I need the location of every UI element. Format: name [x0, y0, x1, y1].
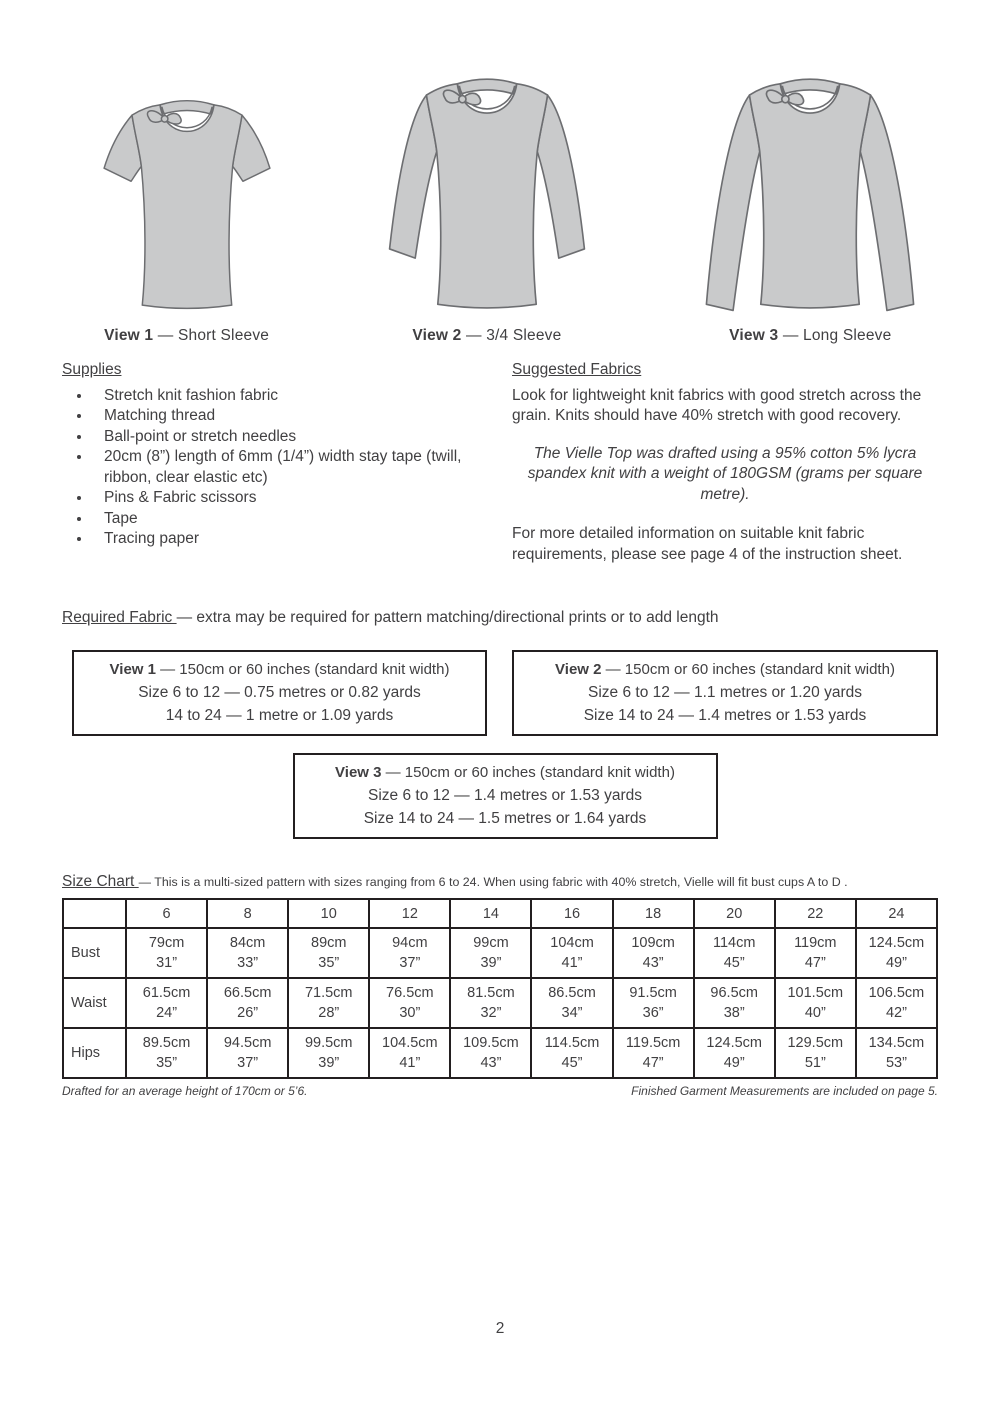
measurement-cell: 66.5cm 26”	[207, 978, 288, 1028]
fabric-box-line: Size 14 to 24 — 1.5 metres or 1.64 yards	[363, 810, 647, 828]
size-chart-table	[62, 898, 938, 1079]
supply-item: • Tape	[92, 509, 490, 530]
finished-measurements-footnote: Finished Garment Measurements are included on page 5.	[631, 1084, 938, 1099]
measurement-cell: 99.5cm 39”	[288, 1028, 369, 1078]
measurement-cell: 119cm 47”	[775, 928, 856, 978]
measurement-cell: 61.5cm 24”	[126, 978, 207, 1028]
measurement-cell: 94cm 37”	[369, 928, 450, 978]
size-column-header: 24	[856, 899, 937, 928]
measurement-cell: 109cm 43”	[613, 928, 694, 978]
fabric-box-line: 14 to 24 — 1 metre or 1.09 yards	[165, 707, 394, 725]
size-column-header: 22	[775, 899, 856, 928]
fabric-box-title: View 2 — 150cm or 60 inches (standard knit width)	[555, 661, 895, 679]
measurement-row	[63, 1028, 937, 1078]
supply-item: • Tracing paper	[92, 529, 490, 550]
more-info-paragraph: For more detailed information on suitable knit fabric requirements, please see page 4 of the instruction sheet.	[512, 525, 903, 563]
three-quarter-sleeve-shirt-illustration	[367, 52, 607, 317]
measurement-cell: 106.5cm 42”	[856, 978, 937, 1028]
size-column-header: 18	[613, 899, 694, 928]
corner-cell	[63, 899, 126, 928]
measurement-label: Bust	[63, 928, 126, 978]
required-fabric-heading: Required Fabric — extra may be required for pattern matching/directional prints or to add length	[62, 609, 719, 627]
measurement-cell: 91.5cm 36”	[613, 978, 694, 1028]
measurement-cell: 94.5cm 37”	[207, 1028, 288, 1078]
measurement-cell: 99cm 39”	[450, 928, 531, 978]
supplies-heading: Supplies	[62, 360, 122, 378]
long-sleeve-shirt-illustration	[690, 52, 930, 317]
fabric-box-view-2	[512, 650, 938, 736]
supply-item: • Stretch knit fashion fabric	[92, 386, 490, 407]
fabric-box-line: Size 14 to 24 — 1.4 metres or 1.53 yards	[583, 707, 867, 725]
short-sleeve-shirt-illustration	[78, 76, 296, 316]
fabric-boxes-row-2	[0, 753, 1000, 839]
measurement-cell: 96.5cm 38”	[694, 978, 775, 1028]
supplies-list	[76, 386, 490, 550]
view-1-caption: View 1 — Short Sleeve	[104, 326, 270, 344]
measurement-cell: 79cm 31”	[126, 928, 207, 978]
size-column-header: 8	[207, 899, 288, 928]
measurement-cell: 89.5cm 35”	[126, 1028, 207, 1078]
suggested-fabrics-section	[512, 361, 938, 566]
measurement-cell: 71.5cm 28”	[288, 978, 369, 1028]
size-column-header: 14	[450, 899, 531, 928]
measurement-cell: 84cm 33”	[207, 928, 288, 978]
size-chart-heading: Size Chart — This is a multi-sized pattern with sizes ranging from 6 to 24. When using fabric with 40% stretch, Vielle will fit bust cups A to D .	[62, 873, 848, 891]
view-1-figure	[48, 76, 325, 344]
size-chart-footnotes	[0, 1084, 1000, 1098]
fabric-box-line: Size 6 to 12 — 0.75 metres or 0.82 yards	[138, 684, 421, 702]
supply-item: • Matching thread	[92, 406, 490, 427]
size-header-row	[63, 899, 937, 928]
measurement-row	[63, 928, 937, 978]
fabric-box-title: View 3 — 150cm or 60 inches (standard knit width)	[335, 764, 675, 782]
measurement-label: Waist	[63, 978, 126, 1028]
size-column-header: 12	[369, 899, 450, 928]
measurement-cell: 81.5cm 32”	[450, 978, 531, 1028]
size-column-header: 16	[531, 899, 612, 928]
measurement-cell: 129.5cm 51”	[775, 1028, 856, 1078]
measurement-cell: 114.5cm 45”	[531, 1028, 612, 1078]
measurement-row	[63, 978, 937, 1028]
view-3-label: View 3	[729, 326, 779, 344]
garment-views	[0, 0, 1000, 345]
measurement-cell: 109.5cm 43”	[450, 1028, 531, 1078]
measurement-cell: 101.5cm 40”	[775, 978, 856, 1028]
measurement-cell: 124.5cm 49”	[694, 1028, 775, 1078]
measurement-cell: 134.5cm 53”	[856, 1028, 937, 1078]
fabric-box-line: Size 6 to 12 — 1.4 metres or 1.53 yards	[368, 787, 642, 805]
view-3-figure	[649, 52, 972, 345]
measurement-cell: 104.5cm 41”	[369, 1028, 450, 1078]
page-number: 2	[495, 1320, 505, 1337]
view-3-caption: View 3 — Long Sleeve	[729, 326, 892, 344]
fabric-boxes-row-1	[0, 650, 1000, 736]
measurement-cell: 76.5cm 30”	[369, 978, 450, 1028]
height-footnote: Drafted for an average height of 170cm or 5’6.	[62, 1084, 308, 1099]
fabric-box-view-3	[293, 753, 718, 839]
size-chart-title: Size Chart	[62, 873, 139, 891]
fabric-box-line: Size 6 to 12 — 1.1 metres or 1.20 yards	[588, 684, 862, 702]
supplies-and-fabrics-section	[0, 345, 1000, 566]
measurement-cell: 104cm 41”	[531, 928, 612, 978]
measurement-cell: 119.5cm 47”	[613, 1028, 694, 1078]
size-column-header: 6	[126, 899, 207, 928]
view-2-label: View 2	[412, 326, 462, 344]
supply-item: • 20cm (8”) length of 6mm (1/4”) width stay tape (twill, ribbon, clear elastic etc)	[92, 447, 490, 488]
size-column-header: 10	[288, 899, 369, 928]
drafting-fabric-note: The Vielle Top was drafted using a 95% cotton 5% lycra spandex knit with a weight of 180GSM (grams per square metre).	[527, 444, 923, 503]
suggested-fabrics-heading: Suggested Fabrics	[512, 360, 642, 378]
supplies-section	[62, 361, 490, 566]
view-2-figure	[325, 52, 648, 345]
supply-item: • Ball-point or stretch needles	[92, 427, 490, 448]
fabric-box-view-1	[72, 650, 487, 736]
view-1-label: View 1	[104, 326, 154, 344]
measurement-label: Hips	[63, 1028, 126, 1078]
size-column-header: 20	[694, 899, 775, 928]
fabric-box-title: View 1 — 150cm or 60 inches (standard knit width)	[109, 661, 450, 679]
measurement-cell: 124.5cm 49”	[856, 928, 937, 978]
measurement-cell: 89cm 35”	[288, 928, 369, 978]
measurement-cell: 86.5cm 34”	[531, 978, 612, 1028]
required-fabric-title: Required Fabric	[62, 609, 177, 627]
supply-item: • Pins & Fabric scissors	[92, 488, 490, 509]
view-2-caption: View 2 — 3/4 Sleeve	[412, 326, 562, 344]
suggested-fabrics-paragraph: Look for lightweight knit fabrics with good stretch across the grain. Knits should have 40% stretch with good recovery.	[512, 386, 922, 425]
measurement-cell: 114cm 45”	[694, 928, 775, 978]
